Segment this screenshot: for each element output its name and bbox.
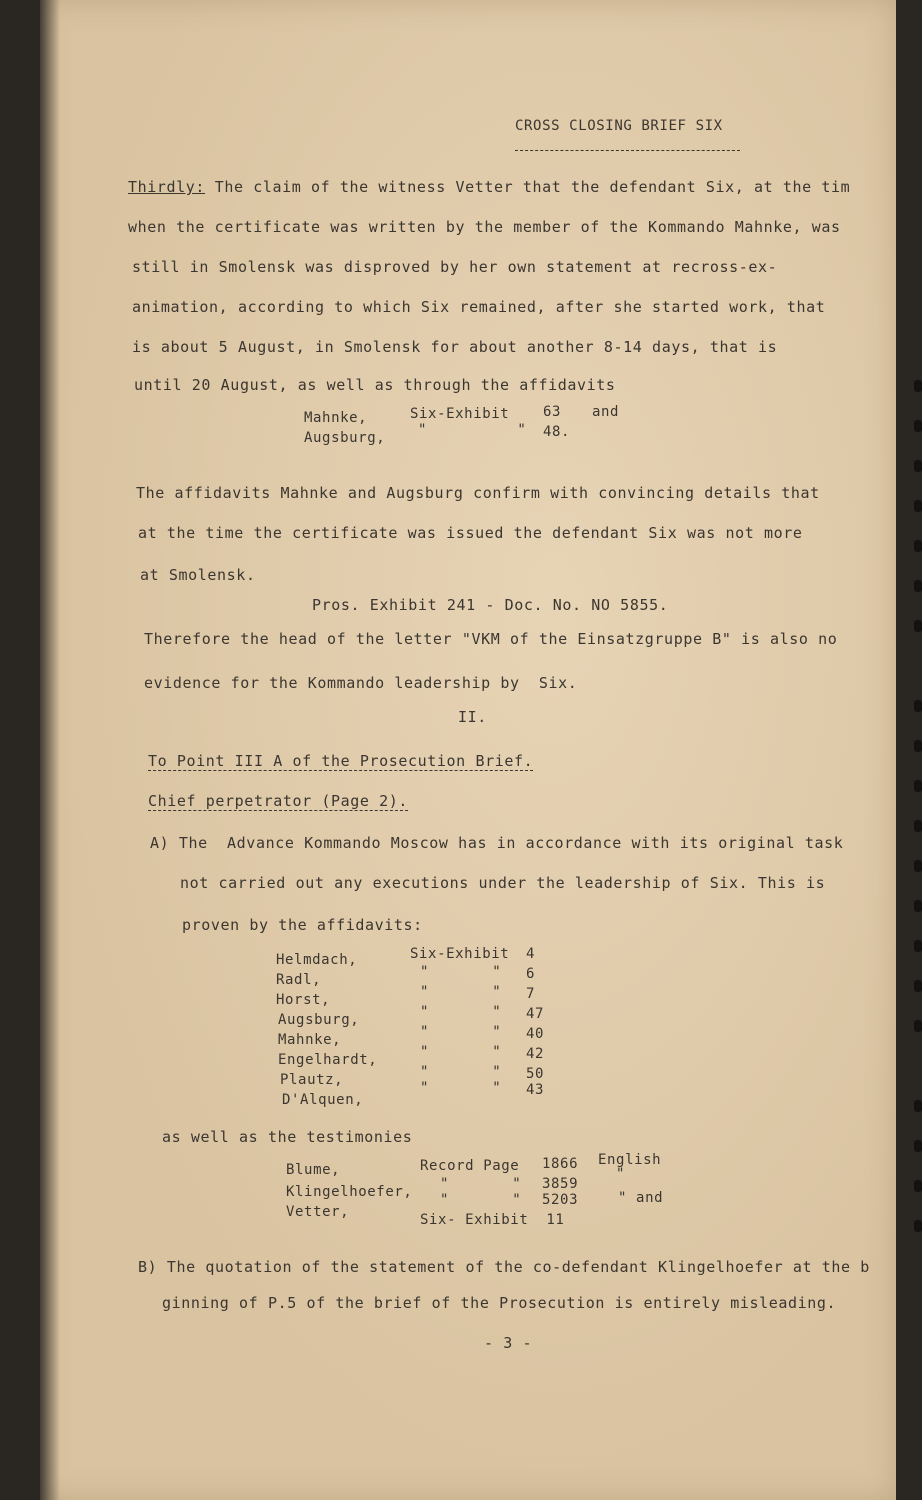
roman-section-number: II. (458, 708, 487, 726)
exhibit-number: 7 (526, 986, 536, 1002)
exhibit-source: " " (418, 422, 527, 438)
testimony-note: " (616, 1166, 626, 1182)
exhibit-name: Mahnke, (278, 1032, 342, 1048)
para-b-line-2: ginning of P.5 of the brief of the Prosecution is entirely misleading. (162, 1294, 837, 1312)
exhibit-source: Six-Exhibit (410, 946, 510, 962)
exhibit-name: D'Alquen, (282, 1092, 364, 1108)
exhibit-name: Augsburg, (278, 1012, 360, 1028)
exhibit-name: Helmdach, (276, 952, 358, 968)
exhibit-number: 47 (526, 1006, 545, 1022)
para-a-line-1: A) The Advance Kommando Moscow has in accordance with its original task (150, 834, 844, 852)
confirm-line-2: at the time the certificate was issued the defendant Six was not more (138, 524, 803, 542)
exhibit-name: Radl, (276, 972, 322, 988)
exhibit-number: 63 (543, 404, 562, 420)
thirdly-line-1: Thirdly: The claim of the witness Vetter that the defendant Six, at the tim (128, 178, 851, 196)
six-exhibit-11: Six- Exhibit 11 (420, 1212, 565, 1228)
testimony-source: " " (440, 1176, 522, 1192)
exhibit-note: and (592, 404, 620, 420)
exhibit-name: Augsburg, (304, 430, 386, 446)
exhibit-source: " " (420, 1044, 502, 1060)
testimony-page: 1866 (542, 1156, 579, 1172)
exhibit-source: " " (420, 1004, 502, 1020)
therefore-line-1: Therefore the head of the letter "VKM of the Einsatzgruppe B" is also no (144, 630, 838, 648)
testimony-name: Klingelhoefer, (286, 1184, 413, 1200)
exhibit-source: " " (420, 1080, 502, 1096)
exhibit-number: 50 (526, 1066, 545, 1082)
thirdly-line-4: animation, according to which Six remained, after she started work, that (132, 298, 826, 316)
testimony-source: " " (440, 1192, 522, 1208)
testimony-source: Record Page (420, 1158, 520, 1174)
confirm-line-1: The affidavits Mahnke and Augsburg confirm with convincing details that (136, 484, 820, 502)
pros-exhibit-ref: Pros. Exhibit 241 - Doc. No. NO 5855. (312, 596, 669, 614)
exhibit-number: 43 (526, 1082, 545, 1098)
testimony-page: 3859 (542, 1176, 579, 1192)
exhibit-name: Plautz, (280, 1072, 344, 1088)
exhibit-number: 4 (526, 946, 536, 962)
heading-chief-perpetrator: Chief perpetrator (Page 2). (148, 792, 409, 810)
exhibit-source: Six-Exhibit (410, 406, 510, 422)
exhibit-name: Horst, (276, 992, 331, 1008)
exhibit-number: 6 (526, 966, 536, 982)
exhibit-number: 42 (526, 1046, 545, 1062)
thirdly-line-5: is about 5 August, in Smolensk for about another 8-14 days, that is (132, 338, 778, 356)
exhibit-number: 48. (543, 424, 571, 440)
testimony-note: " and (618, 1190, 664, 1206)
thirdly-label: Thirdly: (128, 178, 206, 196)
para-a-line-3: proven by the affidavits: (182, 916, 423, 934)
exhibit-source: " " (420, 1024, 502, 1040)
thirdly-line-2: when the certificate was written by the member of the Kommando Mahnke, was (128, 218, 841, 236)
page-number: - 3 - (484, 1334, 533, 1352)
exhibit-source: " " (420, 964, 502, 980)
testimony-note: English (598, 1152, 662, 1168)
testimony-name: Vetter, (286, 1204, 350, 1220)
therefore-line-2: evidence for the Kommando leadership by Six. (144, 674, 578, 692)
exhibit-source: " " (420, 1064, 502, 1080)
exhibit-name: Mahnke, (304, 410, 368, 426)
torn-left-edge (0, 0, 70, 1500)
confirm-line-3: at Smolensk. (140, 566, 256, 584)
exhibit-source: " " (420, 984, 502, 1000)
exhibit-number: 40 (526, 1026, 545, 1042)
testimony-page: 5203 (542, 1192, 579, 1208)
testimonies-intro: as well as the testimonies (162, 1128, 413, 1146)
para-b-line-1: B) The quotation of the statement of the co-defendant Klingelhoefer at the b (138, 1258, 870, 1276)
heading-point-iii-a: To Point III A of the Prosecution Brief. (148, 752, 534, 770)
header-underline (515, 150, 740, 151)
document-header: CROSS CLOSING BRIEF SIX (515, 118, 723, 134)
testimony-name: Blume, (286, 1162, 341, 1178)
thirdly-line-3: still in Smolensk was disproved by her own statement at recross-ex- (132, 258, 778, 276)
thirdly-line-6: until 20 August, as well as through the affidavits (134, 376, 616, 394)
exhibit-name: Engelhardt, (278, 1052, 378, 1068)
para-a-line-2: not carried out any executions under the leadership of Six. This is (180, 874, 826, 892)
